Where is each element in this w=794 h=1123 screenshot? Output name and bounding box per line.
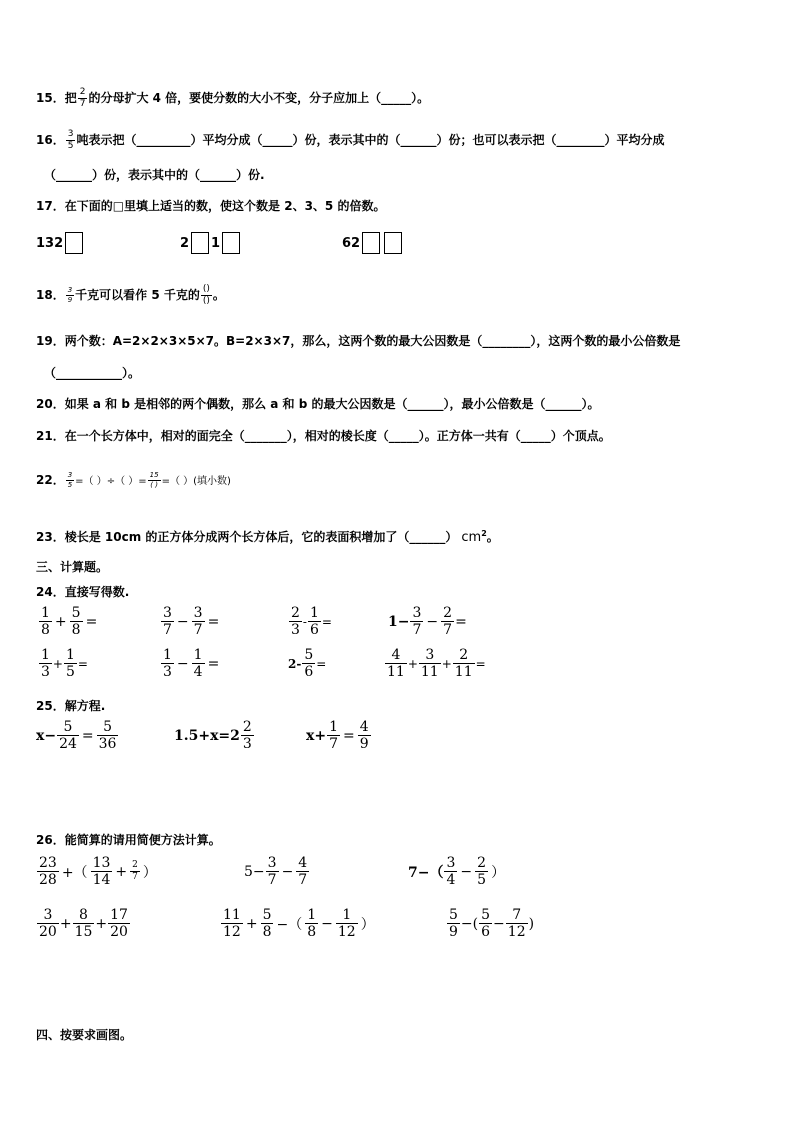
fraction — [410, 606, 423, 637]
equals: = — [81, 727, 94, 744]
operator: −( — [460, 915, 479, 932]
fraction — [441, 606, 454, 637]
fraction — [447, 908, 460, 939]
answer-box[interactable] — [384, 232, 402, 254]
q17-item-2 — [180, 232, 242, 254]
fraction — [91, 856, 113, 887]
fraction — [419, 648, 441, 679]
q24-expr-1 — [38, 606, 99, 637]
q17-item-3 — [342, 232, 404, 254]
operator: − — [460, 863, 473, 880]
numerator: 1 — [307, 907, 317, 923]
question-18 — [36, 285, 225, 306]
q24-expr-2 — [160, 606, 221, 637]
equals: = — [77, 656, 88, 671]
operator: − — [281, 863, 294, 880]
numerator: 2 — [242, 719, 252, 735]
section-4-title: 四、按要求画图。 — [36, 1028, 133, 1042]
numerator: 2 — [291, 605, 300, 621]
prefix: 1.5+x=2 — [174, 727, 240, 744]
numerator: 5 — [449, 907, 458, 923]
paren: ) — [528, 915, 535, 932]
question-25: 25．解方程. — [36, 699, 106, 713]
denominator: 11 — [454, 664, 473, 680]
numerator: 13 — [92, 855, 111, 871]
fraction — [66, 130, 76, 151]
question-26: 26．能简算的请用简便方法计算。 — [36, 833, 221, 847]
numerator: 1 — [163, 647, 172, 663]
numerator: 1 — [329, 719, 338, 735]
denominator: 5 — [67, 141, 74, 151]
denominator: 8 — [307, 924, 317, 940]
denominator: 12 — [223, 924, 241, 940]
q24-expr-8 — [384, 648, 486, 679]
answer-box[interactable] — [362, 232, 380, 254]
denominator: 6 — [304, 664, 314, 680]
numerator: () — [202, 284, 210, 294]
fraction — [305, 908, 318, 939]
numerator: 5 — [71, 605, 81, 621]
fraction — [444, 856, 457, 887]
operator: − — [176, 655, 189, 672]
fraction — [289, 606, 302, 637]
section-3-title: 三、计算题。 — [36, 560, 109, 574]
denominator: 7 — [193, 622, 203, 638]
numerator: 5 — [304, 647, 314, 663]
denominator: 7 — [412, 622, 422, 638]
operator: + — [115, 863, 128, 880]
denominator: 20 — [39, 924, 57, 940]
fraction — [358, 720, 371, 751]
fraction — [161, 648, 174, 679]
denominator: 5 — [67, 481, 73, 489]
fraction — [148, 472, 161, 489]
denominator: 8 — [71, 622, 81, 638]
fraction — [475, 856, 488, 887]
numerator: 3 — [67, 471, 73, 479]
denominator: ( ) — [150, 481, 158, 489]
prefix: 1− — [388, 613, 410, 630]
numerator: 15 — [149, 471, 159, 479]
operator: + — [95, 915, 108, 932]
answer-box[interactable] — [65, 232, 83, 254]
q-number: 18． — [36, 288, 65, 302]
q-number: 15． — [36, 91, 65, 105]
fraction — [506, 908, 528, 939]
fraction — [308, 606, 321, 637]
denominator: 3 — [291, 622, 300, 638]
numerator: 4 — [391, 647, 401, 663]
denominator: 3 — [41, 664, 50, 680]
denominator: 11 — [387, 664, 405, 680]
question-15 — [36, 88, 429, 109]
fraction — [327, 720, 340, 751]
operator: − — [321, 915, 333, 932]
fraction — [302, 648, 315, 679]
fraction — [64, 648, 77, 679]
q-number: 16． — [36, 133, 65, 147]
denominator: 6 — [309, 622, 319, 638]
prefix: x+ — [306, 727, 327, 744]
numerator: 4 — [298, 855, 308, 871]
numerator: 5 — [103, 719, 113, 735]
number: 132 — [36, 235, 64, 251]
denominator: 9 — [449, 924, 458, 940]
fraction — [78, 88, 88, 109]
denominator: 7 — [267, 872, 277, 888]
denominator: 11 — [420, 664, 439, 680]
fraction-blank — [201, 285, 212, 306]
question-24: 24．直接写得数. — [36, 585, 130, 599]
q16-line1: 吨表示把（_________）平均分成（_____）份，表示其中的（______）份；也可以表示把（________）平均分成 — [76, 133, 665, 147]
equals: = — [207, 613, 220, 630]
numerator: 3 — [67, 286, 73, 294]
paren: ） — [491, 864, 506, 881]
operator: + — [407, 656, 418, 671]
q16-line2: （______）份，表示其中的（______）份. — [44, 168, 265, 182]
numerator: 23 — [39, 855, 57, 871]
operator: +（ — [61, 864, 88, 881]
q26-expr-6 — [446, 908, 534, 939]
prefix: 2- — [288, 656, 302, 671]
denominator: 15 — [74, 924, 93, 940]
numerator: 3 — [267, 855, 277, 871]
denominator: 4 — [446, 872, 456, 888]
fraction — [37, 856, 59, 887]
numerator: 2 — [443, 605, 453, 621]
fraction — [241, 720, 254, 751]
equals: = — [207, 655, 220, 672]
q23-text: 23．棱长是 10cm 的正方体分成两个长方体后，它的表面积增加了（______） — [36, 530, 458, 544]
denominator: 20 — [110, 924, 128, 940]
number: 2 — [180, 235, 190, 251]
unit-exponent: 2 — [481, 529, 487, 538]
fraction — [39, 648, 52, 679]
equals: = — [475, 656, 486, 671]
question-22 — [36, 472, 231, 490]
fraction — [57, 720, 79, 751]
number: 62 — [342, 235, 361, 251]
numerator: 5 — [63, 719, 73, 735]
numerator: 7 — [512, 907, 522, 923]
denominator: 7 — [329, 736, 338, 752]
operator: − — [176, 613, 189, 630]
operator: + — [441, 656, 452, 671]
denominator: 5 — [65, 664, 75, 680]
q17-item-1 — [36, 232, 85, 254]
q22-text-a: =（ ）÷（ ）= — [75, 476, 147, 487]
numerator: 11 — [223, 907, 241, 923]
question-16 — [36, 130, 664, 151]
denominator: () — [202, 296, 210, 306]
q25-eq-1 — [36, 720, 119, 751]
fraction — [66, 287, 74, 304]
q24-expr-6 — [160, 648, 221, 679]
numerator: 1 — [41, 647, 50, 663]
unit: cm — [461, 530, 482, 545]
equals: = — [321, 614, 332, 629]
denominator: 5 — [477, 872, 487, 888]
q26-expr-3 — [408, 856, 507, 887]
operator: + — [245, 915, 258, 932]
fraction — [97, 720, 119, 751]
denominator: 7 — [79, 99, 86, 109]
numerator: 3 — [446, 855, 456, 871]
fraction — [70, 606, 83, 637]
denominator: 8 — [41, 622, 50, 638]
numerator: 5 — [262, 907, 272, 923]
operator: − — [426, 613, 439, 630]
answer-box[interactable] — [191, 232, 209, 254]
fraction — [261, 908, 274, 939]
fraction — [385, 648, 407, 679]
q26-expr-4 — [36, 908, 131, 939]
fraction — [296, 856, 309, 887]
numerator: 3 — [412, 605, 422, 621]
operator: −（ — [276, 916, 303, 933]
numerator: 2 — [132, 860, 138, 870]
fraction — [221, 908, 243, 939]
q-number: 22． — [36, 473, 65, 487]
prefix: x− — [36, 727, 57, 744]
operator: + — [59, 915, 72, 932]
denominator: 12 — [337, 924, 356, 940]
paren: ） — [142, 864, 157, 881]
denominator: 36 — [98, 736, 117, 752]
denominator: 7 — [443, 622, 453, 638]
denominator: 8 — [262, 924, 272, 940]
denominator: 3 — [242, 736, 252, 752]
numerator: 3 — [67, 129, 74, 139]
fraction — [453, 648, 475, 679]
denominator: 7 — [132, 872, 138, 882]
equals: = — [455, 613, 467, 630]
fraction — [161, 606, 174, 637]
answer-box[interactable] — [222, 232, 240, 254]
denominator: 4 — [193, 664, 203, 680]
numerator: 2 — [79, 87, 86, 97]
q25-eq-2 — [174, 720, 255, 751]
denominator: 24 — [59, 736, 77, 752]
q24-expr-4 — [388, 606, 467, 637]
numerator: 4 — [359, 719, 369, 735]
prefix: 5− — [244, 863, 265, 880]
numerator: 5 — [481, 907, 491, 923]
fraction — [39, 606, 52, 637]
question-23 — [36, 526, 499, 546]
equals: = — [316, 656, 327, 671]
fraction — [130, 861, 140, 882]
numerator: 3 — [43, 907, 53, 923]
denominator: 14 — [92, 872, 111, 888]
question-21: 21．在一个长方体中，相对的面完全（_______），相对的棱长度（_____）。正方体一共有（_____）个顶点。 — [36, 429, 611, 443]
fraction — [336, 908, 358, 939]
question-19: 19．两个数：A=2×2×3×5×7。B=2×3×7，那么，这两个数的最大公因数是（________），这两个数的最小公倍数是 — [36, 334, 681, 348]
denominator: 28 — [39, 872, 57, 888]
q15-text-a: 把 — [64, 91, 77, 105]
q24-expr-3 — [288, 606, 332, 637]
numerator: 8 — [79, 907, 88, 923]
q23-end: 。 — [486, 530, 499, 544]
prefix: 7−（ — [408, 864, 444, 881]
fraction — [192, 606, 205, 637]
fraction — [37, 908, 59, 939]
q22-text-b: =（ ）(填小数) — [161, 476, 231, 487]
numerator: 2 — [477, 855, 487, 871]
fraction — [266, 856, 279, 887]
denominator: 9 — [67, 296, 73, 304]
numerator: 2 — [459, 647, 469, 663]
equals: = — [343, 727, 355, 744]
q26-expr-1 — [36, 856, 159, 887]
q26-expr-2 — [244, 856, 310, 887]
numerator: 3 — [425, 647, 435, 663]
denominator: 6 — [481, 924, 491, 940]
q26-expr-5 — [220, 908, 377, 939]
q24-expr-7 — [288, 648, 326, 679]
fraction — [192, 648, 205, 679]
denominator: 7 — [163, 622, 172, 638]
q18-text: 千克可以看作 5 千克的 — [75, 288, 200, 302]
denominator: 7 — [298, 872, 308, 888]
numerator: 1 — [193, 647, 203, 663]
fraction — [73, 908, 95, 939]
numerator: 3 — [193, 605, 203, 621]
q25-eq-3 — [306, 720, 372, 751]
denominator: 3 — [163, 664, 172, 680]
fraction — [108, 908, 130, 939]
question-17: 17．在下面的□里填上适当的数，使这个数是 2、3、5 的倍数。 — [36, 199, 386, 213]
q24-expr-5 — [38, 648, 88, 679]
numerator: 17 — [110, 907, 128, 923]
numerator: 1 — [65, 647, 75, 663]
q19-line2: （___________）。 — [44, 366, 141, 380]
fraction — [479, 908, 492, 939]
denominator: 12 — [507, 924, 526, 940]
operator: + — [54, 613, 67, 630]
question-20: 20．如果 a 和 b 是相邻的两个偶数，那么 a 和 b 的最大公因数是（______），最小公倍数是（______）。 — [36, 397, 600, 411]
equals: = — [85, 613, 98, 630]
paren: ） — [360, 916, 375, 933]
q15-text-b: 的分母扩大 4 倍，要使分数的大小不变，分子应加上（_____）。 — [88, 91, 430, 105]
number: 1 — [211, 235, 221, 251]
numerator: 1 — [309, 605, 319, 621]
operator: + — [52, 656, 63, 671]
fraction — [66, 472, 74, 489]
q18-end: 。 — [212, 288, 225, 302]
operator: - — [302, 614, 307, 629]
denominator: 9 — [359, 736, 369, 752]
numerator: 3 — [163, 605, 172, 621]
operator: − — [493, 915, 505, 932]
numerator: 1 — [342, 907, 352, 923]
numerator: 1 — [41, 605, 50, 621]
